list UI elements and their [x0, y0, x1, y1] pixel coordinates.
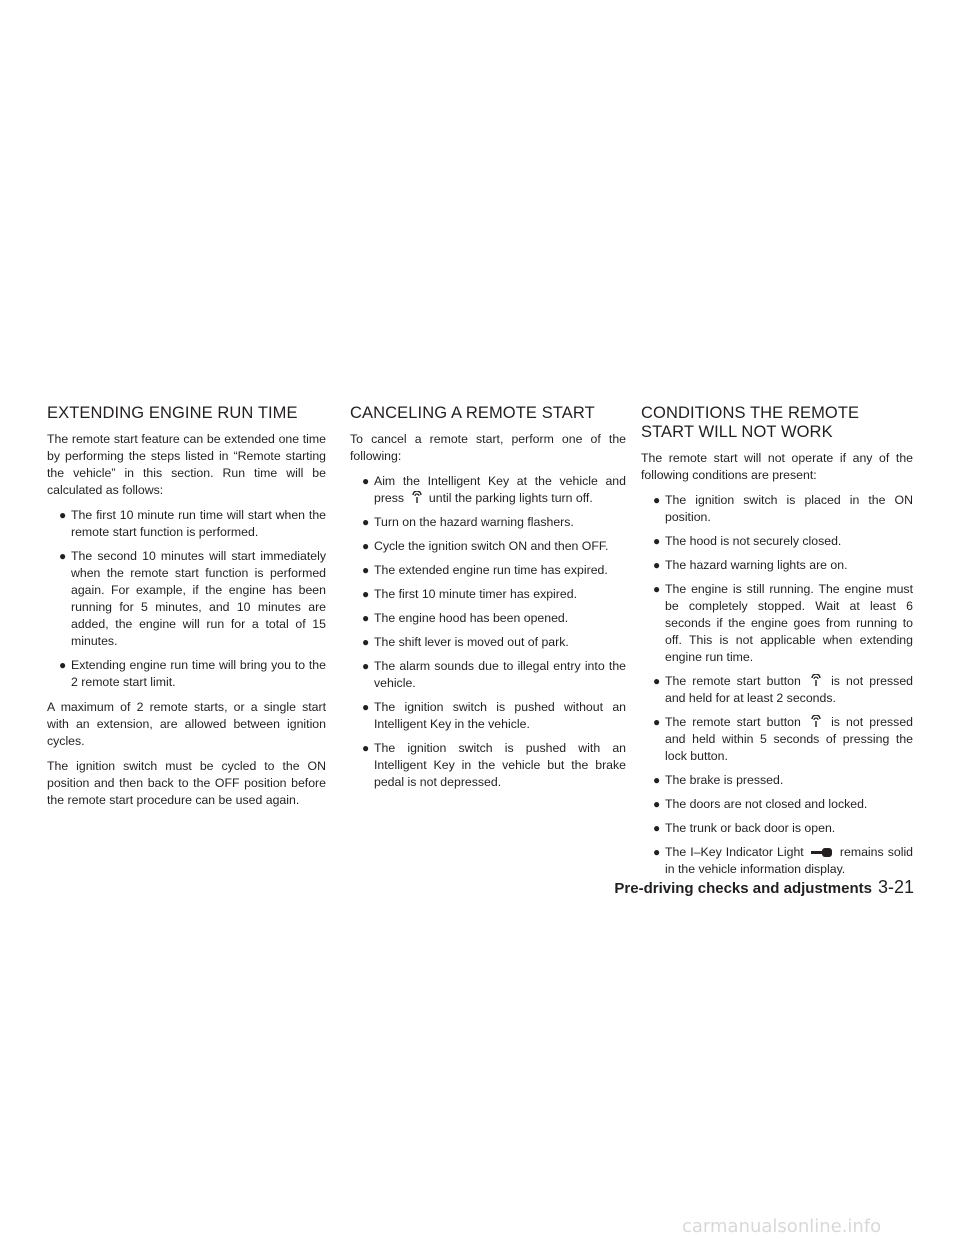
list-item-text: until the parking lights turn off.	[428, 491, 593, 505]
section-heading: CONDITIONS THE REMOTE START WILL NOT WORK	[641, 404, 860, 441]
section-conditions-remote-start-will-not-work	[641, 404, 913, 886]
bullet-icon: ●	[59, 658, 67, 672]
list-item	[350, 740, 626, 791]
list-item	[47, 548, 326, 650]
list-item	[350, 658, 626, 692]
paragraph: The remote start will not operate if any of the following conditions are present:	[641, 451, 913, 482]
bullet-icon: ●	[653, 558, 661, 572]
list-item-text: The doors are not closed and locked.	[665, 797, 868, 811]
list-item	[641, 673, 913, 707]
list-item	[47, 507, 326, 541]
list-item-text: Aim the Intelligent Key at the vehicle and press	[374, 474, 626, 505]
list-item-text: The first 10 minute timer has expired.	[374, 587, 577, 601]
page-number: 3-21	[877, 877, 914, 897]
list-item-text: is not pressed and held within 5 seconds of pressing the lock button.	[665, 715, 913, 763]
paragraph: The ignition switch must be cycled to the ON position and then back to the OFF position before the remote start procedure can be used again.	[47, 759, 326, 807]
list-item-text: The first 10 minute run time will start when the remote start function is performed.	[71, 508, 326, 539]
section-extending-engine-run-time	[47, 404, 326, 817]
bullet-icon: ●	[653, 493, 661, 507]
list-item	[350, 514, 626, 531]
list-item	[47, 657, 326, 691]
bullet-icon: ●	[653, 582, 661, 596]
list-item-text: The ignition switch is pushed with an Intelligent Key in the vehicle but the brake pedal is not depressed.	[374, 741, 626, 789]
list-item	[641, 492, 913, 526]
list-item-text: The remote start button	[665, 674, 801, 688]
bullet-icon: ●	[362, 563, 370, 577]
list-item	[350, 610, 626, 627]
bullet-icon: ●	[362, 474, 370, 488]
list-item	[350, 562, 626, 579]
bullet-icon: ●	[653, 845, 661, 859]
list-item-text: Extending engine run time will bring you to the 2 remote start limit.	[71, 658, 326, 689]
list-item-text: The ignition switch is pushed without an Intelligent Key in the vehicle.	[374, 700, 626, 731]
list-item	[641, 844, 913, 878]
list-item-text: The brake is pressed.	[665, 773, 784, 787]
bullet-icon: ●	[362, 539, 370, 553]
list-item	[350, 538, 626, 555]
list-item-text: The trunk or back door is open.	[665, 821, 836, 835]
bullet-list	[47, 507, 326, 691]
list-item	[641, 581, 913, 666]
bullet-icon: ●	[59, 549, 67, 563]
list-item	[641, 796, 913, 813]
list-item-text: The ignition switch is placed in the ON position.	[665, 493, 913, 524]
bullet-icon: ●	[362, 635, 370, 649]
remote-start-icon	[410, 491, 424, 504]
bullet-icon: ●	[362, 611, 370, 625]
bullet-list	[641, 492, 913, 878]
i-key-icon	[810, 847, 834, 858]
page-footer	[574, 877, 914, 898]
list-item	[350, 699, 626, 733]
watermark: carmanualsonline.info	[682, 1216, 882, 1237]
list-item	[641, 533, 913, 550]
bullet-icon: ●	[653, 773, 661, 787]
bullet-icon: ●	[362, 587, 370, 601]
list-item	[641, 557, 913, 574]
paragraph: A maximum of 2 remote starts, or a single start with an extension, are allowed between ignition cycles.	[47, 700, 326, 748]
list-item-text: Cycle the ignition switch ON and then OFF.	[374, 539, 609, 553]
bullet-icon: ●	[362, 659, 370, 673]
bullet-icon: ●	[362, 700, 370, 714]
list-item-text: The engine hood has been opened.	[374, 611, 569, 625]
bullet-icon: ●	[362, 741, 370, 755]
list-item-text: Turn on the hazard warning flashers.	[374, 515, 574, 529]
bullet-list	[350, 473, 626, 791]
footer-section-title: Pre-driving checks and adjustments	[614, 880, 872, 897]
section-heading: CANCELING A REMOTE START	[350, 404, 595, 422]
paragraph: The remote start feature can be extended one time by performing the steps listed in “Remote starting the vehicle” in this section. Run time will be calculated as follows:	[47, 432, 326, 497]
list-item-text: The extended engine run time has expired.	[374, 563, 608, 577]
list-item-text: The shift lever is moved out of park.	[374, 635, 569, 649]
bullet-icon: ●	[59, 508, 67, 522]
remote-start-icon	[809, 715, 823, 728]
bullet-icon: ●	[653, 674, 661, 688]
bullet-icon: ●	[653, 534, 661, 548]
list-item-text: remains solid in the vehicle information display.	[665, 845, 914, 876]
list-item	[641, 714, 913, 765]
list-item	[350, 634, 626, 651]
section-canceling-remote-start	[350, 404, 626, 799]
list-item-text: The I–Key Indicator Light	[665, 845, 804, 859]
bullet-icon: ●	[653, 797, 661, 811]
list-item-text: is not pressed and held for at least 2 seconds.	[665, 674, 913, 705]
list-item	[641, 820, 913, 837]
remote-start-icon	[809, 674, 823, 687]
list-item-text: The hood is not securely closed.	[665, 534, 842, 548]
section-heading: EXTENDING ENGINE RUN TIME	[47, 404, 298, 422]
list-item	[350, 586, 626, 603]
list-item	[641, 772, 913, 789]
list-item-text: The alarm sounds due to illegal entry into the vehicle.	[374, 659, 626, 690]
list-item-text: The engine is still running. The engine must be completely stopped. Wait at least 6 seconds if the engine goes from running to off. This is not applicable when extending engine run time.	[665, 582, 913, 664]
list-item-text: The hazard warning lights are on.	[665, 558, 848, 572]
paragraph: To cancel a remote start, perform one of the following:	[350, 432, 626, 463]
bullet-icon: ●	[362, 515, 370, 529]
list-item	[350, 473, 626, 507]
bullet-icon: ●	[653, 715, 661, 729]
list-item-text: The second 10 minutes will start immediately when the remote start function is performed again. For example, if the engine has been running for 5 minutes, and 10 minutes are added, the engine will run for a total of 15 minutes.	[71, 549, 326, 648]
bullet-icon: ●	[653, 821, 661, 835]
list-item-text: The remote start button	[665, 715, 801, 729]
